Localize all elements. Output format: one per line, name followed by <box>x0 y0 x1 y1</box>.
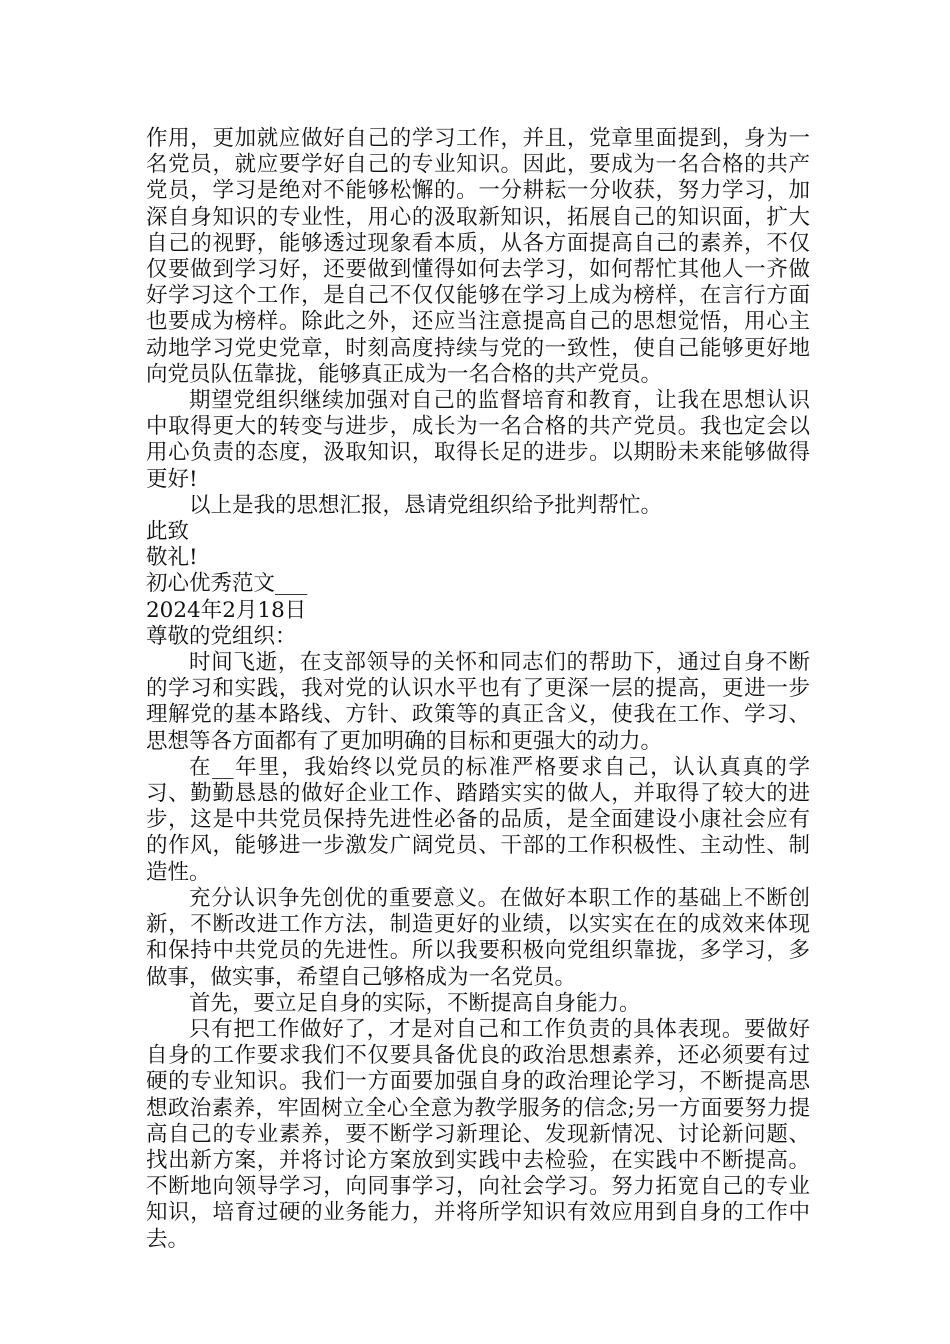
paragraph-time-flies: 时间飞逝，在支部领导的关怀和同志们的帮助下，通过自身不断的学习和实践，我对党的认识水平也有了更深一层的提高，更进一步理解党的基本路线、方针、政策等的真正含义，使我在工作、学习、思想等各方面都有了更加明确的目标和更强大的动力。 <box>146 650 810 754</box>
paragraph-first-point: 首先，要立足自身的实际，不断提高自身能力。 <box>189 990 641 1016</box>
paragraph-excellence: 充分认识争先创优的重要意义。在做好本职工作的基础上不断创新，不断改进工作方法，制造更好的业绩，以实实在在的成效来体现和保持中共党员的先进性。所以我要积极向党组织靠拢，多学习，多做事，做实事，希望自己够格成为一名党员。 <box>146 885 810 990</box>
paragraph-report-request: 以上是我的思想汇报，恳请党组织给予批判帮忙。 <box>189 492 663 518</box>
date-line: 2024年2月18日 <box>146 597 307 623</box>
paragraph-study-duty: 作用，更加就应做好自己的学习工作，并且，党章里面提到，身为一名党员，就应要学好自己的专业知识。因此，要成为一名合格的共产党员，学习是绝对不能够松懈的。一分耕耘一分收获，努力学习，加深自身知识的专业性，用心的汲取新知识，拓展自己的知识面，扩大自己的视野，能够透过现象看本质，从各方面提高自己的素养，不仅仅要做到学习好，还要做到懂得如何去学习，如何帮忙其他人一齐做好学习这个工作，是自己不仅仅能够在学习上成为榜样，在言行方面也要成为榜样。除此之外，还应当注意提高自己的思想觉悟，用心主动地学习党史党章，时刻高度持续与党的一致性，使自己能够更好地向党员队伍靠拢，能够真正成为一名合格的共产党员。 <box>146 126 810 387</box>
paragraph-hope: 期望党组织继续加强对自己的监督培育和教育，让我在思想认识中取得更大的转变与进步，成长为一名合格的共产党员。我也定会以用心负责的态度，汲取知识，取得长足的进步。以期盼未来能够做得更好! <box>146 388 810 492</box>
paragraph-year-review: 在__年里，我始终以党员的标准严格要求自己，认认真真的学习、勤勤恳恳的做好企业工作、踏踏实实的做人，并取得了较大的进步，这是中共党员保持先进性必备的品质，是全面建设小康社会应有的作风，能够进一步激发广阔党员、干部的工作积极性、主动性、制造性。 <box>146 754 810 885</box>
closing-regards: 敬礼! <box>146 545 198 571</box>
closing-salutation: 此致 <box>146 519 190 545</box>
document-body <box>146 126 810 1253</box>
paragraph-work-well: 只有把工作做好了，才是对自己和工作负责的具体表现。要做好自身的工作要求我们不仅要具备优良的政治思想素养，还必须要有过硬的专业知识。我们一方面要加强自身的政治理论学习，不断提高思想政治素养，牢固树立全心全意为教学服务的信念;另一方面要努力提高自己的专业素养，要不断学习新理论、发现新情况、讨论新问题、找出新方案，并将讨论方案放到实践中去检验，在实践中不断提高。不断地向领导学习，向同事学习，向社会学习。努力拓宽自己的专业知识，培育过硬的业务能力，并将所学知识有效应用到自身的工作中去。 <box>146 1016 810 1252</box>
signature-line: 初心优秀范文___ <box>146 571 308 597</box>
letter-greeting: 尊敬的党组织： <box>146 623 297 649</box>
